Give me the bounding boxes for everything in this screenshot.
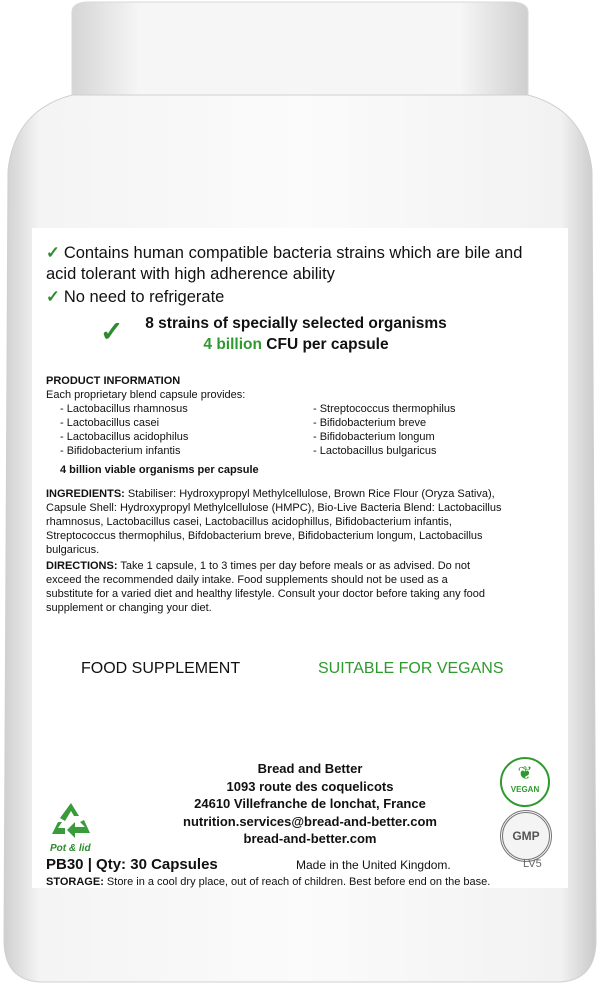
product-information: PRODUCT INFORMATION Each proprietary blend capsule provides:: [46, 375, 246, 401]
made-in: Made in the United Kingdom.: [296, 858, 451, 872]
list-item: - Streptococcus thermophilus: [313, 403, 456, 415]
list-item: - Lactobacillus casei: [60, 417, 160, 429]
bullet-bile-tolerant: ✓ Contains human compatible bacteria strains which are bile and acid tolerant with high adherence ability: [46, 244, 523, 283]
bullet-no-refrigerate: ✓ No need to refrigerate: [46, 288, 225, 306]
suitable-for-vegans-label: SUITABLE FOR VEGANS: [318, 660, 504, 677]
company-address: Bread and Better 1093 route des coquelicots 24610 Villefranche de lonchat, France nutrition.services@bread-and-better.com bread-and-better.com: [183, 761, 437, 846]
label-version: LV5: [523, 858, 542, 870]
strains-headline: 8 strains of specially selected organisms 4 billion CFU per capsule: [145, 315, 447, 353]
strain-list-right: [313, 402, 553, 458]
storage: STORAGE: Store in a cool dry place, out of reach of children. Best before end on the base.: [46, 876, 491, 888]
list-item: - Lactobacillus acidophilus: [60, 431, 189, 443]
list-item: - Lactobacillus rhamnosus: [60, 403, 188, 415]
leaf-icon: ❦: [517, 763, 533, 783]
product-code: PB30 | Qty: 30 Capsules: [46, 856, 218, 873]
directions: DIRECTIONS: Take 1 capsule, 1 to 3 times per day before meals or as advised. Do not exceed the recommended daily intake. Food supplements should not be used as a substitute for a varied diet and healthy lifestyle. Consult your doctor before taking any food supplement or changing your diet.: [46, 560, 486, 614]
food-supplement-label: FOOD SUPPLEMENT: [81, 660, 241, 677]
list-item: - Bifidobacterium longum: [313, 431, 435, 443]
list-item: - Bifidobacterium breve: [313, 417, 427, 429]
recycle-icon: [48, 800, 94, 842]
list-item: - Bifidobacterium infantis: [60, 445, 181, 457]
vegan-badge: ❦ VEGAN: [500, 757, 550, 807]
gmp-badge: GMP: [500, 810, 552, 862]
check-icon: ✓: [46, 244, 60, 262]
list-item: - Lactobacillus bulgaricus: [313, 445, 437, 457]
recycle-caption: Pot & lid: [50, 843, 91, 854]
strain-list-left: [60, 402, 300, 458]
ingredients: INGREDIENTS: Stabiliser: Hydroxypropyl Methylcellulose, Brown Rice Flour (Oryza Sativa), Capsule Shell: Hydroxypropyl Methylcellulose (HMPC), Bio-Live Bacteria Blend: Lactobacillus rhamnosus, Lactobacillus casei, Lactobacillus acidophillus, Bifidobacterium infantis, Streptococcus thermophilus, Bifdobacterium breve, Bifidobacterium longum, Lactobacillus bulgaricus.: [46, 488, 502, 556]
cfu-value: 4 billion: [203, 336, 262, 353]
check-icon: ✓: [46, 288, 60, 306]
viable-organisms: 4 billion viable organisms per capsule: [60, 464, 259, 476]
check-icon: ✓: [100, 316, 124, 347]
